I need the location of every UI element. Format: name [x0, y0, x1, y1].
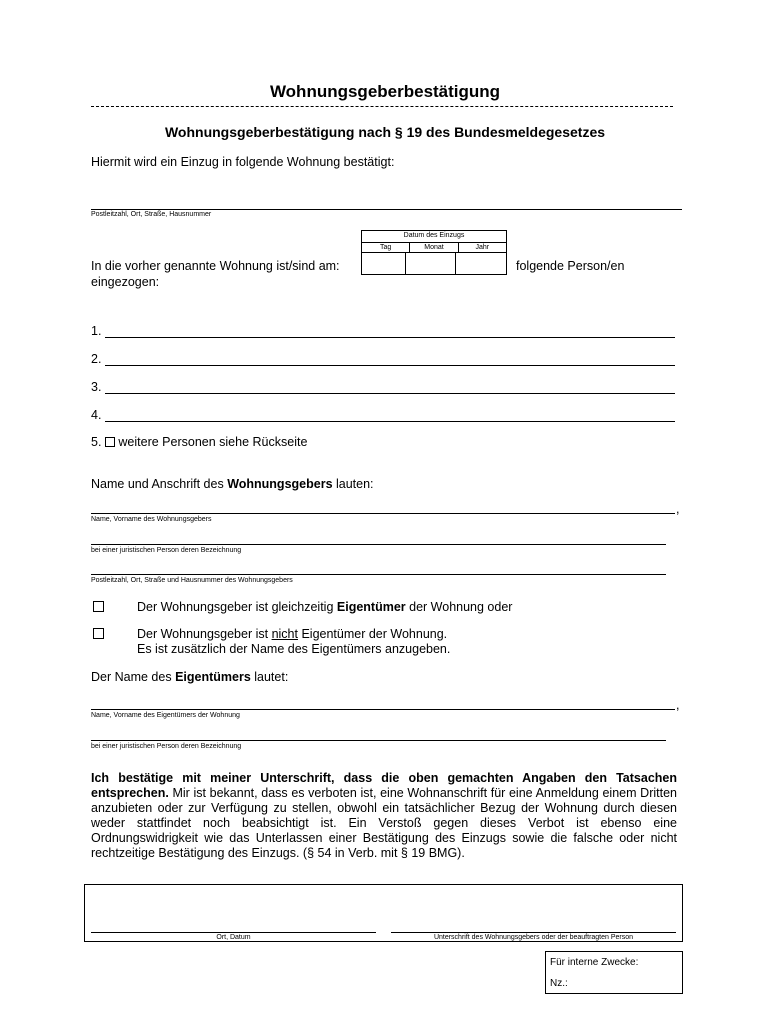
person-number-5: 5. [91, 435, 102, 449]
place-date-caption: Ort, Datum [216, 934, 251, 941]
move-in-text-right: folgende Person/en [516, 259, 625, 273]
person-number-3: 3. [91, 380, 102, 394]
declaration-text [91, 771, 677, 861]
internal-nz-label: Nz.: [550, 978, 568, 989]
owner-name-field[interactable] [91, 709, 675, 710]
move-in-date-cells [362, 252, 506, 274]
landlord-name-caption: Name, Vorname des Wohnungsgebers [91, 516, 212, 523]
person-number-1: 1. [91, 324, 102, 338]
landlord-heading-pre: Name und Anschrift des [91, 477, 228, 491]
date-col-year: Jahr [458, 243, 506, 252]
owner-legal-caption: bei einer juristischen Person deren Bezeichnung [91, 743, 242, 750]
person-line-4[interactable] [91, 408, 101, 422]
owner-no-checkbox[interactable] [93, 628, 104, 639]
person-number-4: 4. [91, 408, 102, 422]
owner-yes-checkbox[interactable] [93, 601, 104, 612]
person-line-3[interactable] [91, 380, 101, 394]
owner-heading-post: lautet: [250, 670, 289, 684]
declaration-rest: Mir ist bekannt, dass es verboten ist, eine Wohnanschrift für eine Anmeldung einem Dritten anzubieten oder zur Verfügung zu stellen, obwohl ein tatsächlicher Bezug der Wohnung durch diesen weder stattfindet noch beabsichtigt ist. Ein Verstoß gegen dieses Verbot ist ebenso eine Ordnungswidrigkeit wie das Unterlassen einer Bestätigung des Einzugs sowie die falsche oder nicht rechtzeitige Bestätigung des Einzugs. (§ 54 in Verb. mit § 19 BMG). [91, 786, 677, 860]
owner-yes-post: der Wohnung oder [405, 600, 513, 614]
landlord-heading-post: lauten: [332, 477, 374, 491]
landlord-address-caption: Postleitzahl, Ort, Straße und Hausnummer des Wohnungsgebers [91, 577, 293, 584]
owner-heading-pre: Der Name des [91, 670, 176, 684]
internal-use-box [545, 951, 683, 994]
owner-legal-field[interactable] [91, 740, 666, 741]
landlord-name-field[interactable] [91, 513, 675, 514]
move-in-date-header: Datum des Einzugs [403, 232, 465, 239]
move-in-text-left: In die vorher genannte Wohnung ist/sind am: [91, 259, 340, 273]
owner-no-note: Es ist zusätzlich der Name des Eigentümers anzugeben. [137, 642, 451, 656]
owner-heading-bold: Eigentümers [175, 670, 251, 684]
place-date-field[interactable] [91, 932, 376, 933]
owner-yes-label [137, 600, 512, 614]
person-line-2[interactable] [91, 352, 101, 366]
signature-caption: Unterschrift des Wohnungsgebers oder der beauftragten Person [433, 934, 634, 941]
landlord-legal-field[interactable] [91, 544, 666, 545]
date-month-input[interactable] [405, 252, 456, 274]
dashed-divider [91, 106, 673, 107]
intro-text: Hiermit wird ein Einzug in folgende Wohnung bestätigt: [91, 155, 395, 169]
owner-yes-pre: Der Wohnungsgeber ist gleichzeitig [137, 600, 337, 614]
date-col-month: Monat [409, 243, 457, 252]
date-col-day: Tag [380, 244, 392, 251]
internal-use-label: Für interne Zwecke: [550, 957, 639, 968]
address-field[interactable] [91, 209, 682, 210]
signature-field[interactable] [391, 932, 676, 933]
owner-name-caption: Name, Vorname des Eigentümers der Wohnung [91, 712, 240, 719]
landlord-name-comma: , [676, 502, 680, 516]
date-year-input[interactable] [455, 252, 506, 274]
person-line-5 [91, 435, 307, 449]
landlord-address-field[interactable] [91, 574, 666, 575]
date-day-input[interactable] [362, 252, 405, 274]
person-line-1[interactable] [91, 324, 101, 338]
landlord-heading-bold: Wohnungsgebers [227, 477, 333, 491]
address-caption: Postleitzahl, Ort, Straße, Hausnummer [91, 211, 212, 218]
owner-no-underlined: nicht [271, 627, 298, 641]
landlord-heading [91, 477, 374, 491]
owner-yes-bold: Eigentümer [336, 600, 406, 614]
person-number-2: 2. [91, 352, 102, 366]
move-in-text-left-2: eingezogen: [91, 275, 160, 289]
landlord-legal-caption: bei einer juristischen Person deren Bezeichnung [91, 547, 242, 554]
owner-name-comma: , [676, 698, 680, 712]
owner-no-post: Eigentümer der Wohnung. [297, 627, 448, 641]
more-persons-label: weitere Personen siehe Rückseite [118, 435, 308, 449]
owner-no-label [137, 627, 447, 641]
owner-no-pre: Der Wohnungsgeber ist [137, 627, 272, 641]
declaration-bold: Ich bestätige mit meiner Unterschrift, dass die oben gemachten Angaben den Tatsachen entsprechen. [91, 771, 677, 800]
move-in-date-box [361, 230, 507, 275]
more-persons-checkbox[interactable] [105, 437, 115, 447]
owner-heading [91, 670, 288, 684]
page-subtitle: Wohnungsgeberbestätigung nach § 19 des Bundesmeldegesetzes [164, 124, 606, 140]
page-title: Wohnungsgeberbestätigung [269, 82, 501, 101]
